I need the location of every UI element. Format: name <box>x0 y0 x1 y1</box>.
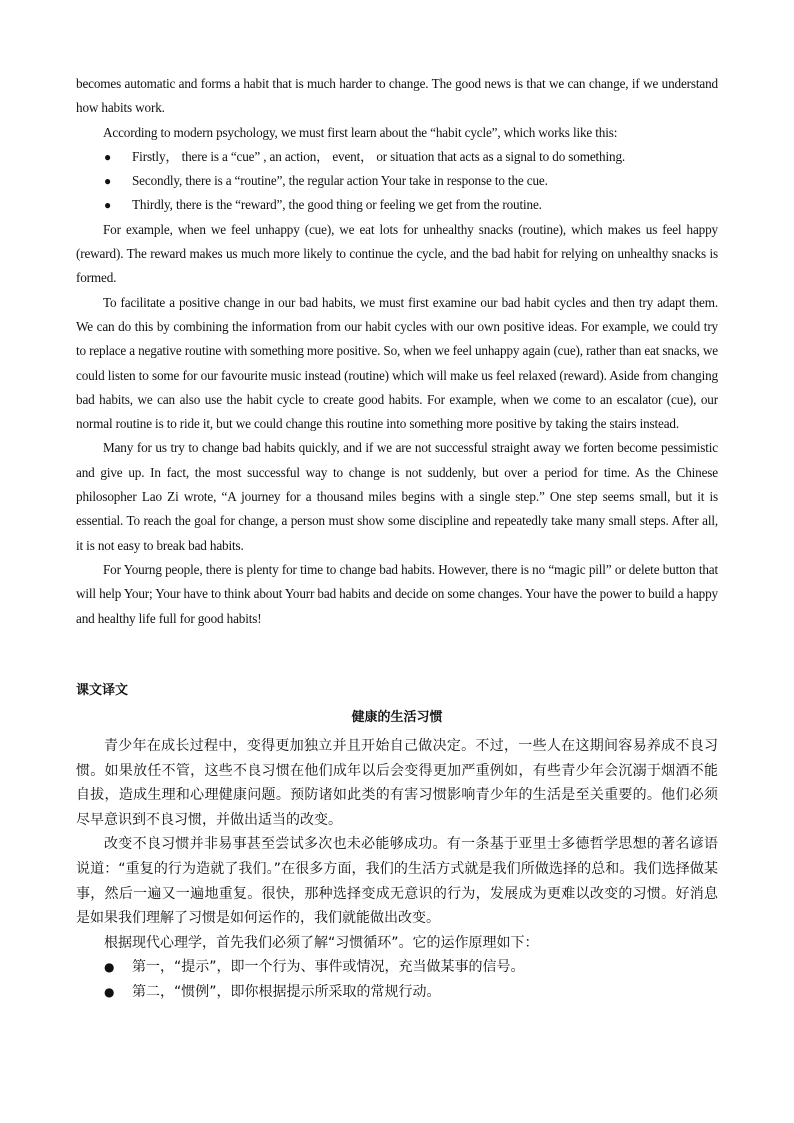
bullet-text: Thirdly, there is the “reward”, the good thing or feeling we get from the routine. <box>132 197 542 213</box>
paragraph-change-slowly: Many for us try to change bad habits quickly, and if we are not successful straight away we forten become pessimistic and give up. In fact, the most successful way to change is not suddenly, but over a period for time. As the Chinese philosopher Lao Zi wrote, “A journey for a thousand miles begins with a single step.” One step seems small, but it is essential. To reach the goal for change, a person must show some discipline and repeatedly take many small steps. After all, it is not easy to break bad habits. <box>76 440 718 553</box>
zh-paragraph-changing-habits: 改变不良习惯并非易事甚至尝试多次也未必能够成功。有一条基于亚里士多德哲学思想的著名谚语说道：“重复的行为造就了我们。”在很多方面，我们的生活方式就是我们所做选择的总和。我们选择做某事，然后一遍又一遍地重复。很快，那种选择变成无意识的行为，发展成为更难以改变的习惯。好消息是如果我们理解了习惯是如何运作的，我们就能做出改变。 <box>76 836 718 927</box>
paragraph-young-people: For Yourng people, there is plenty for time to change bad habits. However, there is no “magic pill” or delete button that will help Your; Your have to think about Yourr bad habits and decide on some changes. Your have the power to build a happy and healthy life full for good habits! <box>76 561 718 626</box>
bullet-dot-icon: ● <box>104 984 115 999</box>
bullet-item-routine <box>76 169 718 193</box>
bullet-text: 第二，“惯例”，即你根据提示所采取的常规行动。 <box>132 983 441 1000</box>
zh-paragraph-habit-cycle: 根据现代心理学，首先我们必须了解“习惯循环”。它的运作原理如下： <box>104 934 539 951</box>
chinese-text-block <box>76 734 718 1005</box>
paragraph-habit-cycle: According to modern psychology, we must first learn about the “habit cycle”, which works like this: <box>103 124 618 140</box>
zh-bullet-item-cue <box>76 955 718 980</box>
bullet-text: Secondly, there is a “routine”, the regular action Your take in response to the cue. <box>132 173 548 189</box>
translation-title: 健康的生活习惯 <box>351 710 443 725</box>
bullet-item-cue <box>76 145 718 169</box>
translation-heading: 课文译文 <box>76 683 129 698</box>
zh-paragraph-teenagers: 青少年在成长过程中，变得更加独立并且开始自己做决定。不过，一些人在这期间容易养成不良习惯。如果放任不管，这些不良习惯在他们成年以后会变得更加严重例如，有些青少年会沉溺于烟酒不能自拔，造成生理和心理健康问题。预防诸如此类的有害习惯影响青少年的生活是至关重要的。他们必须尽早意识到不良习惯，并做出适当的改变。 <box>76 738 718 828</box>
paragraph-example: For example, when we feel unhappy (cue), we eat lots for unhealthy snacks (routine), which makes us feel happy (reward). The reward makes us much more likely to continue the cycle, and the bad habit for relying on unhealthy snacks is formed. <box>76 221 718 286</box>
bullet-dot-icon: ● <box>104 149 112 164</box>
bullet-dot-icon: ● <box>104 960 115 975</box>
bullet-dot-icon: ● <box>104 174 112 189</box>
zh-bullet-item-routine <box>76 980 718 1005</box>
bullet-text: Firstly， there is a “cue” , an action， event， or situation that acts as a signal to do something. <box>132 148 626 164</box>
bullet-item-reward <box>76 193 718 217</box>
bullet-text: 第一，“提示”，即一个行为、事件或情况，充当做某事的信号。 <box>132 959 525 976</box>
paragraph-positive-change: To facilitate a positive change in our bad habits, we must first examine our bad habit cycles and then try adapt them. We can do this by combining the information from our habit cycles with our own positive ideas. For example, we could try to replace a negative routine with something more positive. So, when we feel unhappy again (cue), rather than eat snacks, we could listen to some for our favourite music instead (routine) which will make us feel relaxed (reward). Aside from changing bad habits, we can also use the habit cycle to create good habits. For example, when we come to an escalator (cue), our normal routine is to ride it, but we could change this routine into something more positive by taking the stairs instead. <box>76 294 719 432</box>
bullet-dot-icon: ● <box>104 198 112 213</box>
english-text-block <box>76 72 718 631</box>
paragraph-habit-intro: becomes automatic and forms a habit that is much harder to change. The good news is that we can change, if we understand how habits work. <box>76 76 718 116</box>
